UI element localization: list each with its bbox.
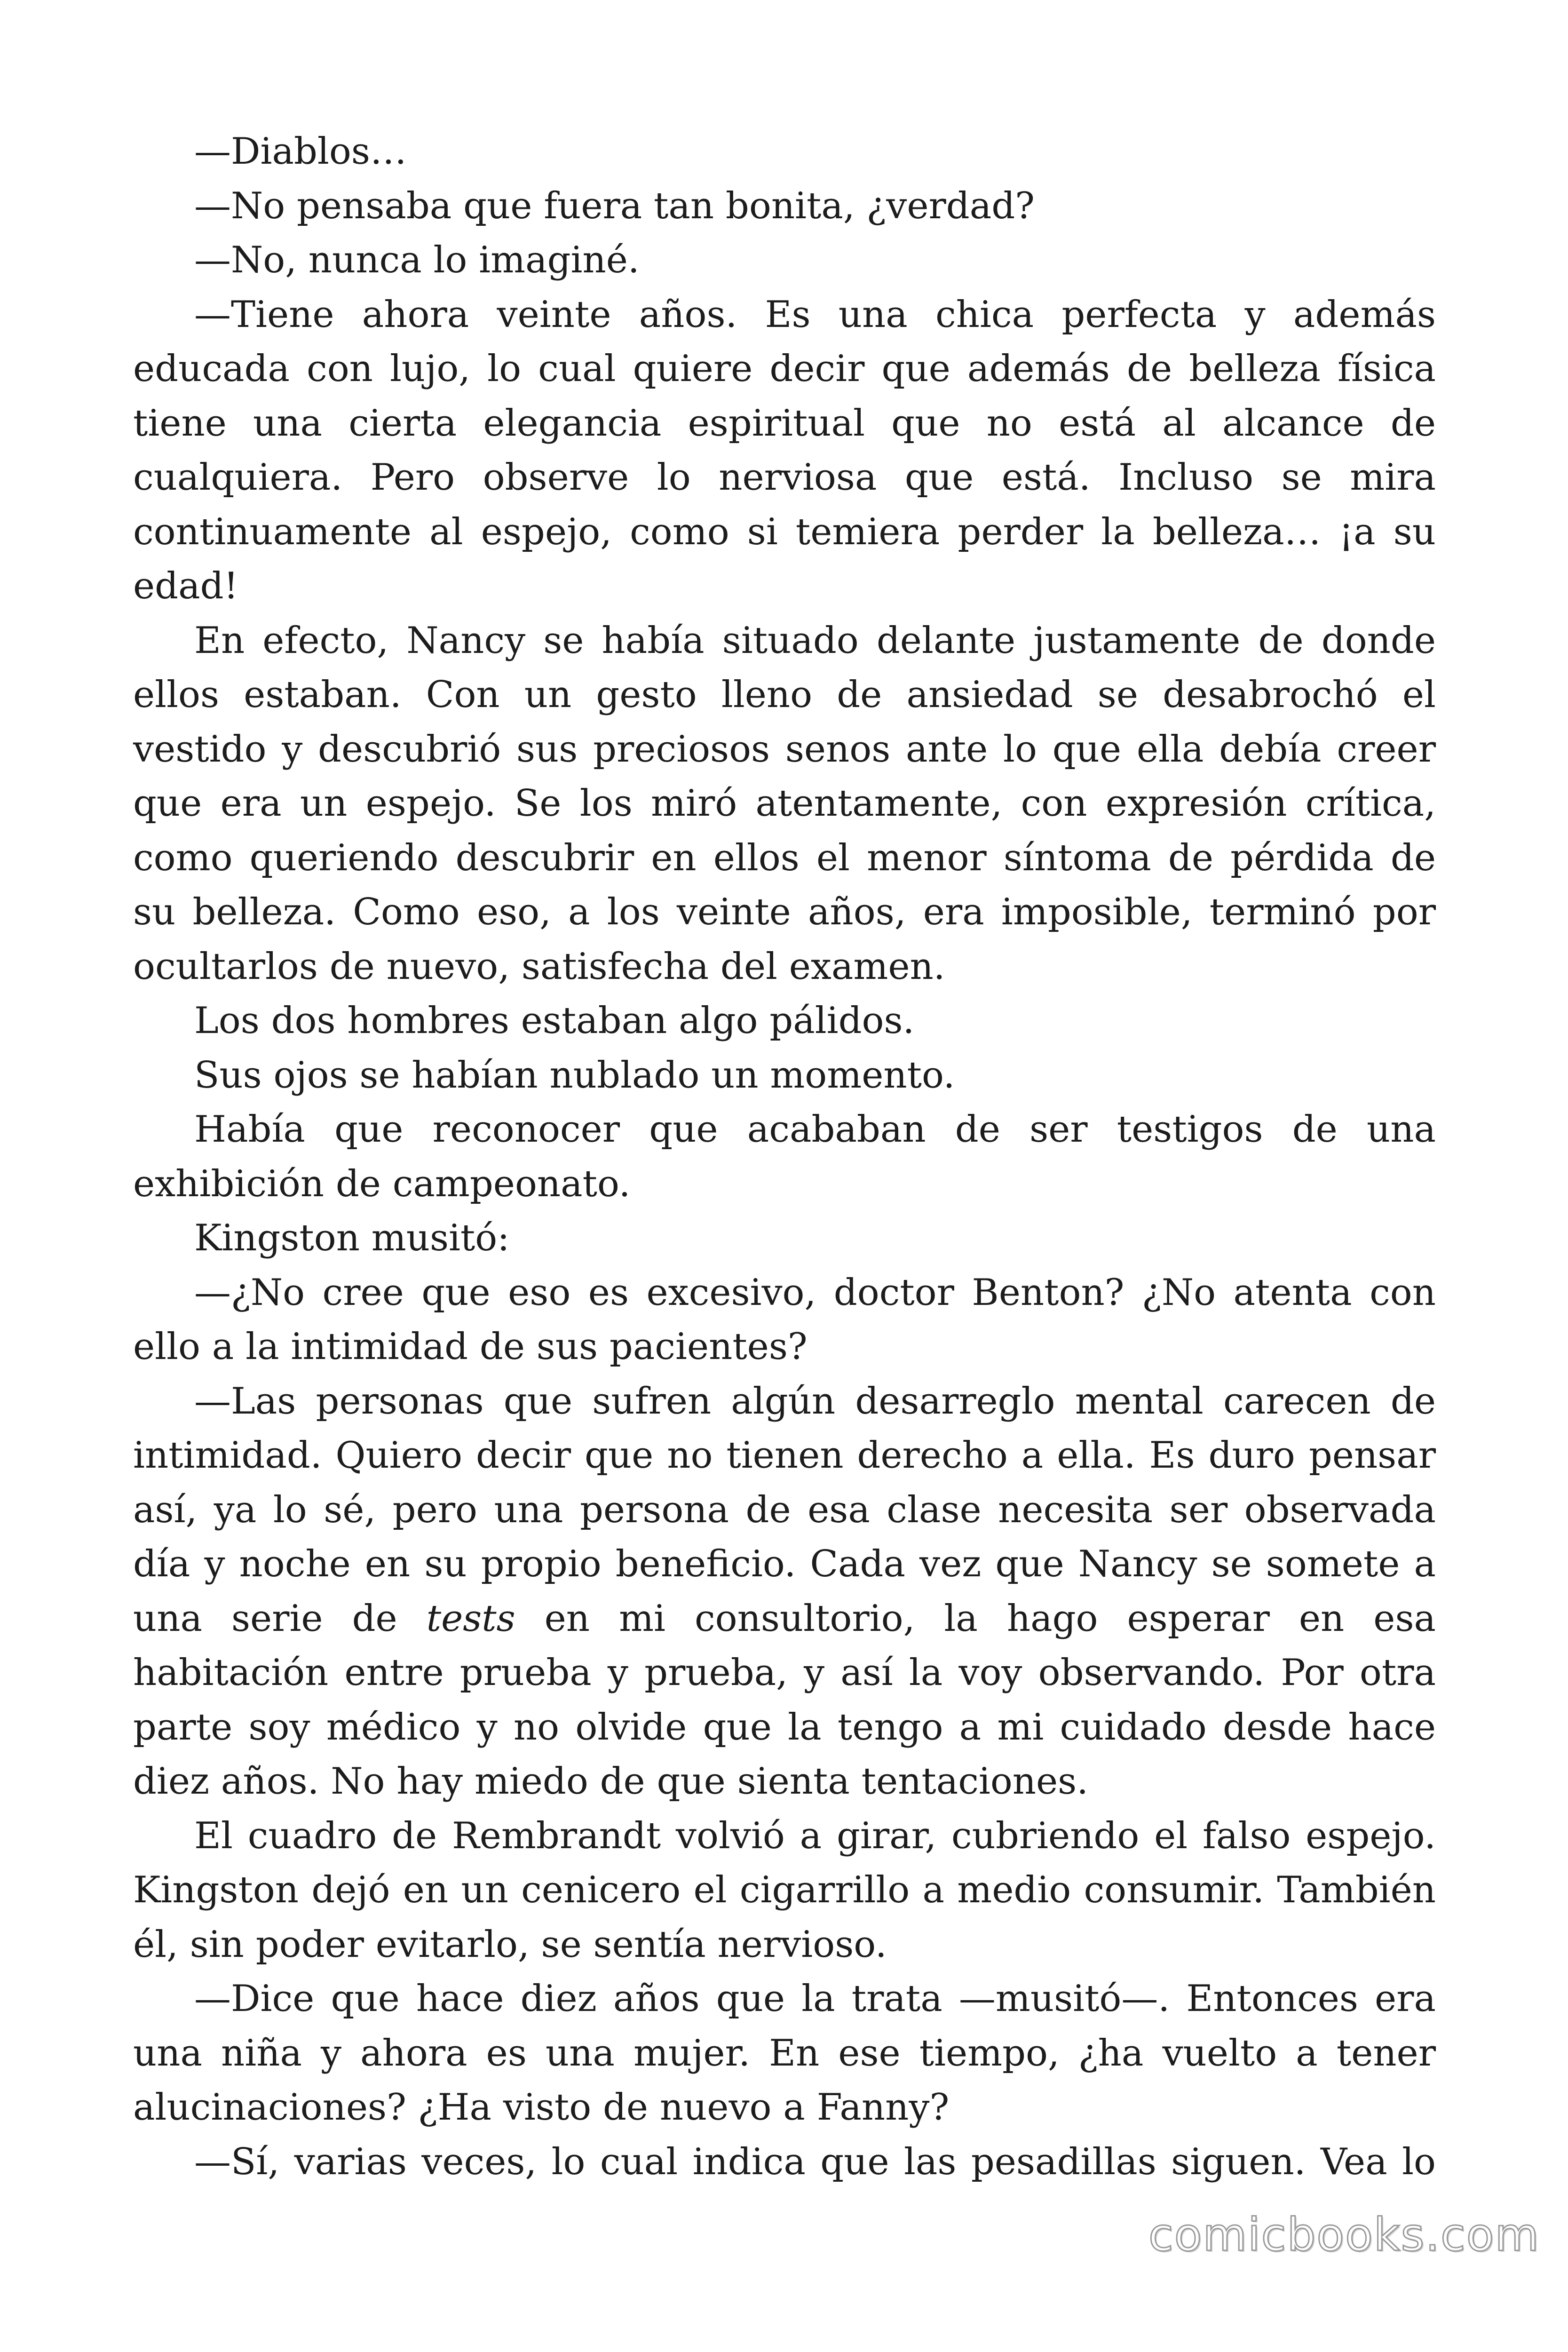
paragraph-text: en mi consultorio, la hago esperar en esa habitación entre prueba y prueba, y así la voy observando. Por otra parte soy médico y no olvide que la tengo a mi cuidado desde hace diez años. No hay miedo de que sienta tentaciones. [133,1597,1436,1803]
paragraph: En efecto, Nancy se había situado delante justamente de donde ellos estaban. Con un gesto lleno de ansiedad se desabrochó el vestido y descubrió sus preciosos senos ante lo que ella debía creer que era un espejo. Se los miró atentamente, con expresión crítica, como queriendo descubrir en ellos el menor síntoma de pérdida de su belleza. Como eso, a los veinte años, era imposible, terminó por ocultarlos de nuevo, satisfecha del examen. [133,619,1436,988]
paragraph: —Sí, varias veces, lo cual indica que las pesadillas siguen. Vea lo [194,2140,1436,2183]
paragraph-text: —Las personas que sufren algún desarreglo mental carecen de intimidad. Quiero decir que no tienen derecho a ella. Es duro pensar así, ya lo sé, pero una persona de esa clase necesita ser observada día y noche en su propio beneficio. Cada vez que Nancy se somete a una serie de [133,1380,1436,1640]
paragraph: Sus ojos se habían nublado un momento. [194,1054,955,1097]
paragraph: —Dice que hace diez años que la trata —musitó—. Entonces era una niña y ahora es una mujer. En ese tiempo, ¿ha vuelto a tener alucinaciones? ¿Ha visto de nuevo a Fanny? [133,1978,1436,2129]
watermark: comicbooks.com [1148,2209,1540,2261]
paragraph [133,1375,1436,1809]
paragraph: —No, nunca lo imaginé. [194,239,640,281]
paragraph: Los dos hombres estaban algo pálidos. [194,1000,915,1042]
paragraph: Kingston musitó: [194,1217,510,1259]
paragraph: —Diablos… [194,130,407,173]
italic-word: tests [426,1597,515,1640]
paragraph: —No pensaba que fuera tan bonita, ¿verdad? [194,184,1035,227]
paragraph: Había que reconocer que acababan de ser testigos de una exhibición de campeonato. [133,1108,1436,1205]
book-page-text [133,125,1436,2189]
paragraph: —Tiene ahora veinte años. Es una chica perfecta y además educada con lujo, lo cual quiere decir que además de belleza física tiene una cierta elegancia espiritual que no está al alcance de cualquiera. Pero observe lo nerviosa que está. Incluso se mira continuamente al espejo, como si temiera perder la belleza… ¡a su edad! [133,293,1436,607]
paragraph: El cuadro de Rembrandt volvió a girar, cubriendo el falso espejo. Kingston dejó en un cenicero el cigarrillo a medio consumir. También él, sin poder evitarlo, se sentía nervioso. [133,1814,1436,1966]
paragraph: —¿No cree que eso es excesivo, doctor Benton? ¿No atenta con ello a la intimidad de sus pacientes? [133,1271,1436,1368]
